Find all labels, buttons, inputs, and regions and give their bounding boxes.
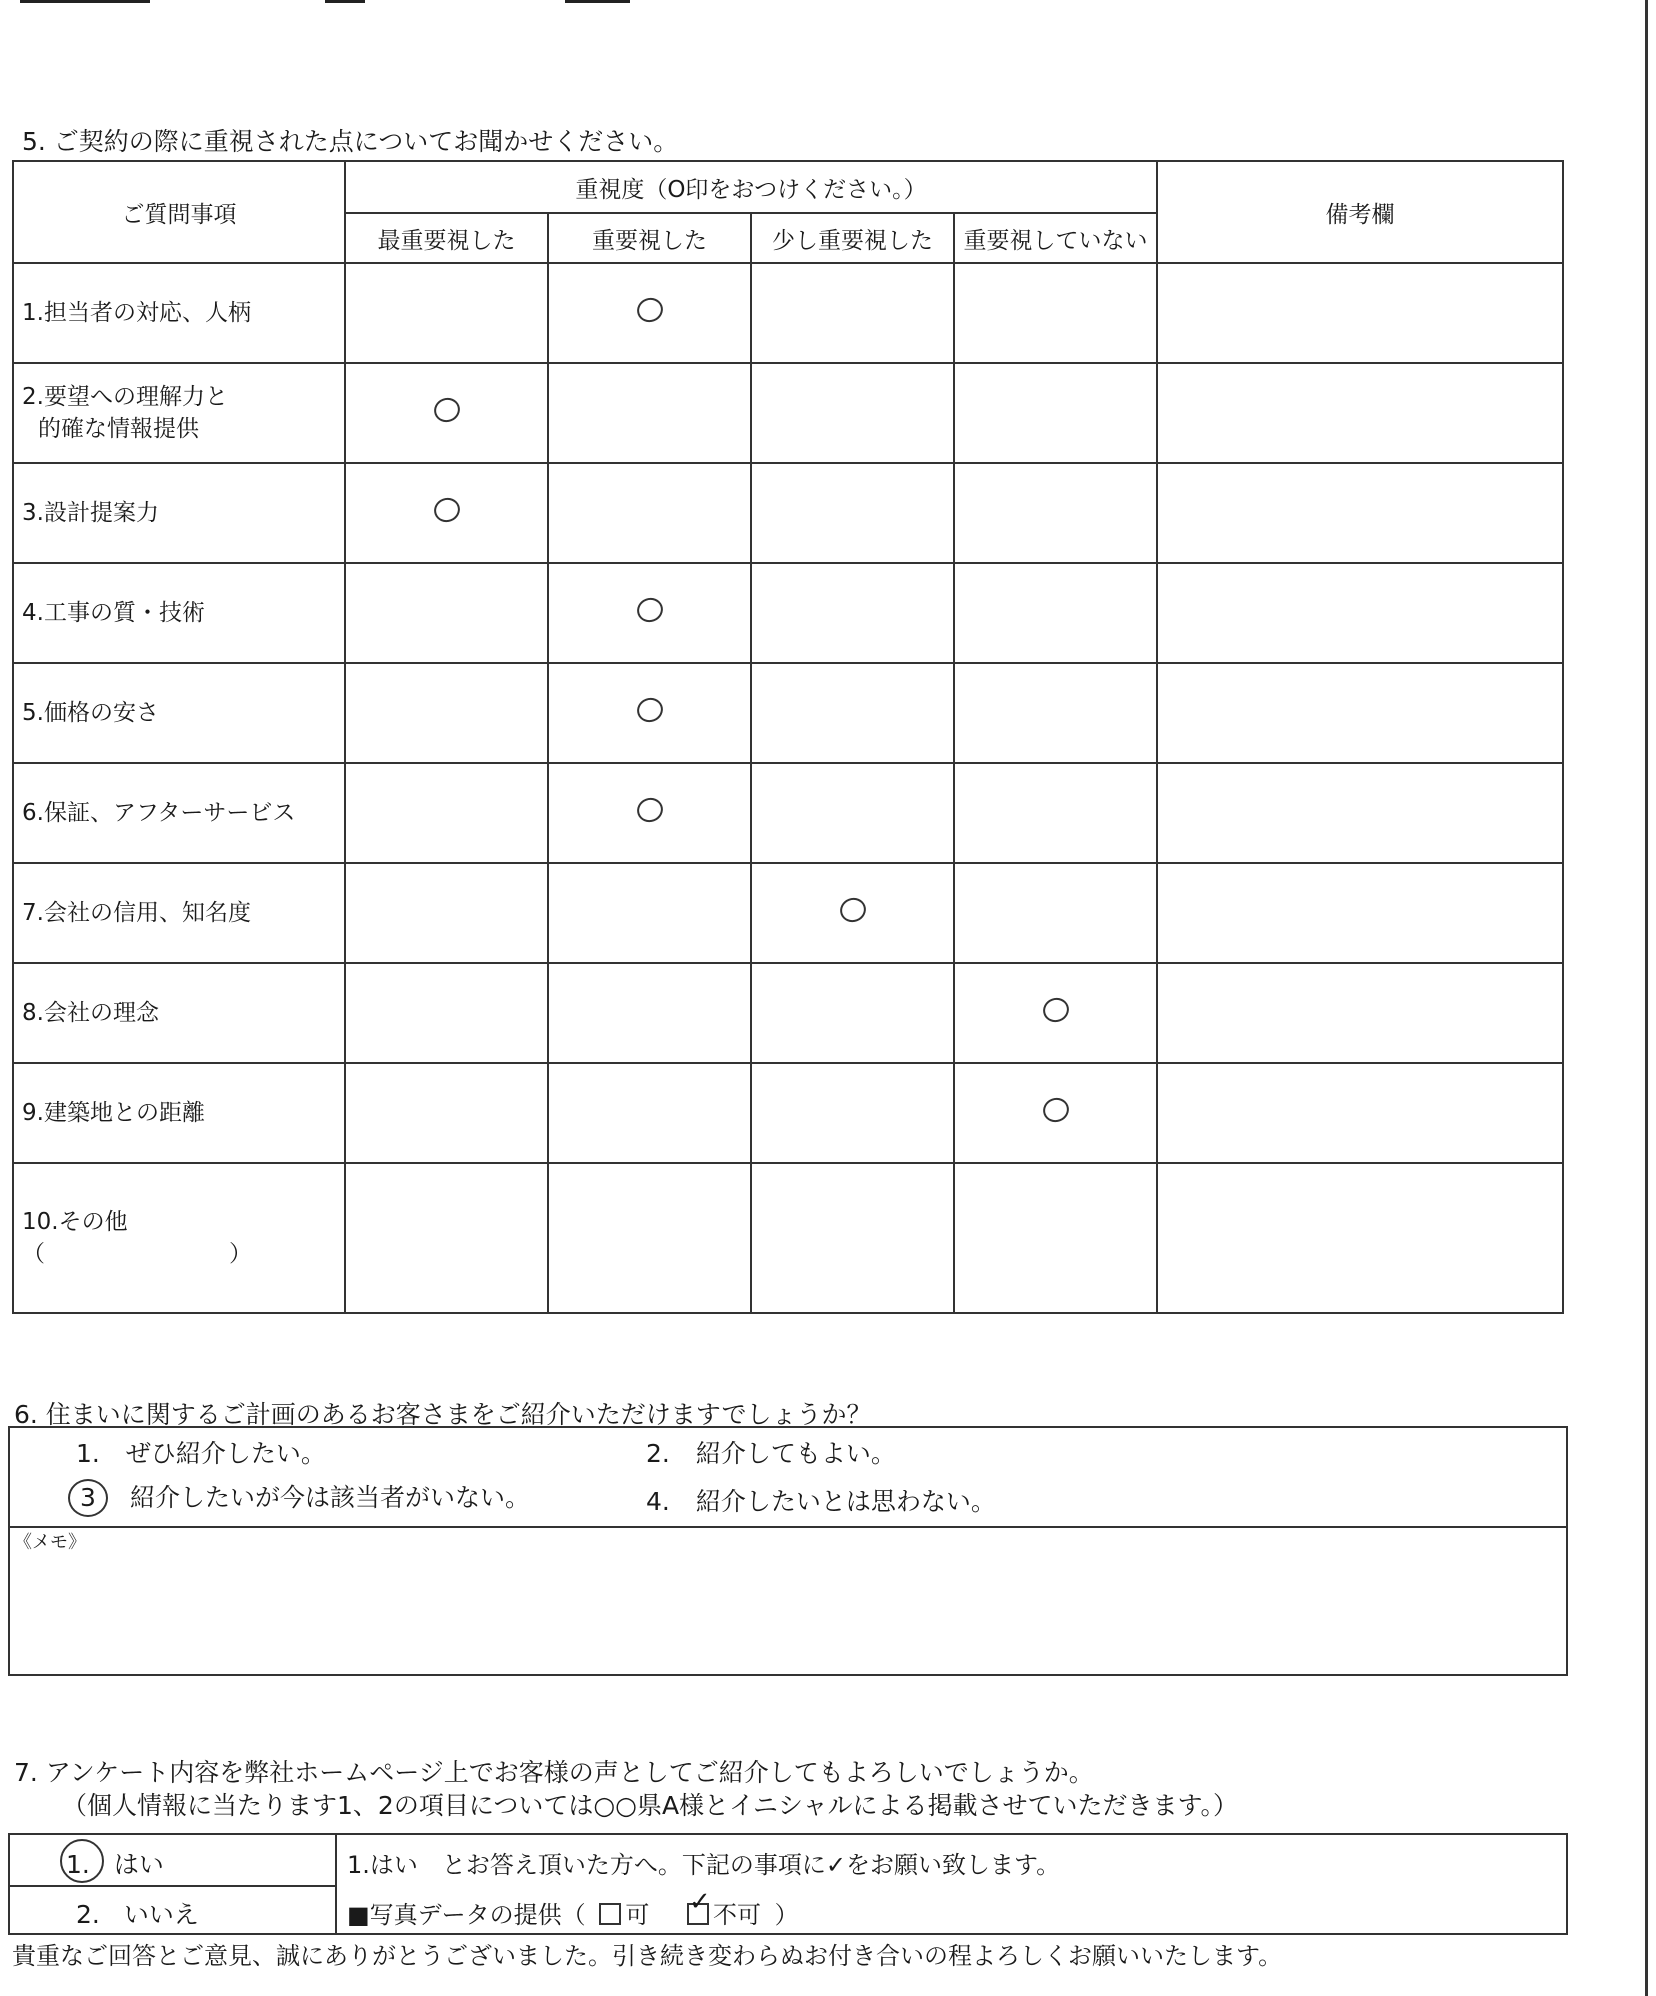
table-row [13,563,1563,663]
option-1[interactable] [76,1434,326,1470]
q7-subtitle: （個人情報に当たります1、2の項目については○○県A様とイニシャルによる掲載させていただきます。） [62,1791,1239,1820]
option-text: ぜひ紹介したい。 [125,1439,326,1468]
circle-mark-icon [430,394,463,425]
remarks-cell[interactable] [1157,863,1563,963]
rating-cell[interactable] [751,863,954,963]
table-row [13,663,1563,763]
rating-cell[interactable] [345,863,548,963]
photo-provision [347,1887,799,1930]
option-2[interactable] [646,1434,896,1470]
option-3[interactable] [68,1478,530,1517]
rating-cell[interactable] [345,663,548,763]
question-text: 10.その他 [22,1209,128,1235]
option-number: 4. [646,1487,670,1516]
header-remarks: 備考欄 [1157,161,1563,263]
photo-label: ■写真データの提供（ [347,1901,586,1929]
rating-cell[interactable] [954,1163,1157,1313]
rating-cell[interactable] [954,263,1157,363]
remarks-cell[interactable] [1157,263,1563,363]
scan-mark [565,0,630,3]
checkbox-ok[interactable] [599,1903,621,1925]
rating-cell[interactable] [548,663,751,763]
rating-cell[interactable] [954,1063,1157,1163]
check-mark-icon: ✓ [688,1887,711,1917]
circle-mark-icon [1039,994,1072,1025]
question-text: 8.会社の理念 [22,1000,159,1026]
rating-cell[interactable] [548,363,751,463]
rating-cell[interactable] [345,763,548,863]
rating-cell[interactable] [751,363,954,463]
option-number: 1. [76,1439,100,1468]
q5-title: 5. ご契約の際に重視された点についてお聞かせください。 [22,127,679,156]
question-cell [13,663,345,763]
photo-ng-option[interactable] [687,1887,769,1929]
divider [335,1835,337,1933]
scan-mark [20,0,150,3]
rating-cell[interactable] [954,863,1157,963]
no-option[interactable] [76,1895,199,1931]
rating-cell[interactable] [345,1163,548,1313]
table-row [13,463,1563,563]
header-level: 少し重要視した [751,213,954,263]
remarks-cell[interactable] [1157,563,1563,663]
rating-cell[interactable] [751,563,954,663]
question-cell [13,263,345,363]
selection-circle [60,1839,104,1883]
header-question: ご質問事項 [13,161,345,263]
circle-mark-icon [633,794,666,825]
closing-text: 貴重なご回答とご意見、誠にありがとうございました。引き続き変わらぬお付き合いの程よろしくお願いいたします。 [12,1942,1283,1970]
option-4[interactable] [646,1482,996,1518]
rating-cell[interactable] [954,363,1157,463]
rating-cell[interactable] [548,863,751,963]
question-text: 7.会社の信用、知名度 [22,900,251,926]
option-text: 紹介したいとは思わない。 [695,1487,996,1516]
yes-label: はい [113,1850,164,1879]
question-text-line2: （ ） [22,1241,252,1267]
rating-cell[interactable] [345,263,548,363]
rating-cell[interactable] [954,963,1157,1063]
header-level: 最重要視した [345,213,548,263]
scan-mark [325,0,365,3]
rating-cell[interactable] [751,763,954,863]
circle-mark-icon [633,594,666,625]
table-row [13,363,1563,463]
remarks-cell[interactable] [1157,1063,1563,1163]
rating-cell[interactable] [954,763,1157,863]
q6-title: 6. 住まいに関するご計画のあるお客さまをご紹介いただけますでしょうか？ [14,1400,872,1429]
remarks-cell[interactable] [1157,763,1563,863]
memo-label: 《メモ》 [14,1532,86,1553]
rating-cell[interactable] [751,963,954,1063]
rating-cell[interactable] [751,663,954,763]
remarks-cell[interactable] [1157,963,1563,1063]
q6-box [8,1426,1568,1676]
photo-ok-label: 可 [625,1901,650,1929]
photo-close: ） [774,1901,799,1929]
remarks-cell[interactable] [1157,363,1563,463]
rating-cell[interactable] [548,1163,751,1313]
question-cell [13,1063,345,1163]
rating-cell[interactable] [548,263,751,363]
table-row [13,1163,1563,1313]
option-number-circled: 3 [68,1479,108,1517]
option-text: 紹介してもよい。 [695,1439,896,1468]
question-text: 6.保証、アフターサービス [22,800,296,826]
question-text: 2.要望への理解力と [22,384,228,410]
question-text: 4.工事の質・技術 [22,600,205,626]
table-row [13,263,1563,363]
question-cell [13,963,345,1063]
rating-cell[interactable] [954,463,1157,563]
rating-cell[interactable] [345,563,548,663]
rating-cell[interactable] [548,563,751,663]
circle-mark-icon [1039,1094,1072,1125]
remarks-cell[interactable] [1157,663,1563,763]
rating-cell[interactable] [345,463,548,563]
rating-cell[interactable] [345,963,548,1063]
rating-cell[interactable] [751,1063,954,1163]
no-label: いいえ [123,1900,199,1929]
circle-mark-icon [430,494,463,525]
rating-cell[interactable] [345,363,548,463]
rating-cell[interactable] [548,963,751,1063]
rating-cell[interactable] [548,763,751,863]
yes-number: 1. [66,1850,90,1879]
question-cell [13,1163,345,1313]
rating-cell[interactable] [345,1063,548,1163]
question-text: 9.建築地との距離 [22,1100,205,1126]
photo-ng-label: 不可 [712,1901,761,1929]
circle-mark-icon [633,294,666,325]
question-text: 1.担当者の対応、人柄 [22,300,251,326]
question-cell [13,463,345,563]
table-row [13,963,1563,1063]
rating-cell[interactable] [954,663,1157,763]
header-importance: 重視度（O印をおつけください。） [345,161,1157,213]
rating-cell[interactable] [751,1163,954,1313]
rating-cell[interactable] [548,463,751,563]
photo-ok-option[interactable] [599,1901,657,1929]
table-row [13,863,1563,963]
table-row [13,763,1563,863]
no-number: 2. [76,1900,100,1929]
question-cell [13,363,345,463]
q5-table [12,160,1564,1314]
q7-instruction: 1.はい とお答え頂いた方へ。下記の事項に✓をお願い致します。 [347,1851,1061,1879]
rating-cell[interactable] [954,563,1157,663]
remarks-cell[interactable] [1157,1163,1563,1313]
q7-box [8,1833,1568,1935]
rating-cell[interactable] [751,463,954,563]
table-row [13,1063,1563,1163]
rating-cell[interactable] [751,263,954,363]
question-text-line2: 的確な情報提供 [38,416,199,442]
circle-mark-icon [633,694,666,725]
circle-mark-icon [836,894,869,925]
question-cell [13,563,345,663]
option-text: 紹介したいが今は該当者がいない。 [129,1483,530,1512]
rating-cell[interactable] [548,1063,751,1163]
question-text: 5.価格の安さ [22,700,159,726]
question-cell [13,763,345,863]
remarks-cell[interactable] [1157,463,1563,563]
header-level: 重要視していない [954,213,1157,263]
question-text: 3.設計提案力 [22,500,159,526]
question-cell [13,863,345,963]
page-edge [1645,0,1648,1996]
option-number: 2. [646,1439,670,1468]
q7-title: 7. アンケート内容を弊社ホームページ上でお客様の声としてご紹介してもよろしいでしょうか。 [14,1758,1094,1787]
memo-area[interactable] [10,1528,1566,1674]
header-level: 重要視した [548,213,751,263]
divider [10,1885,335,1887]
